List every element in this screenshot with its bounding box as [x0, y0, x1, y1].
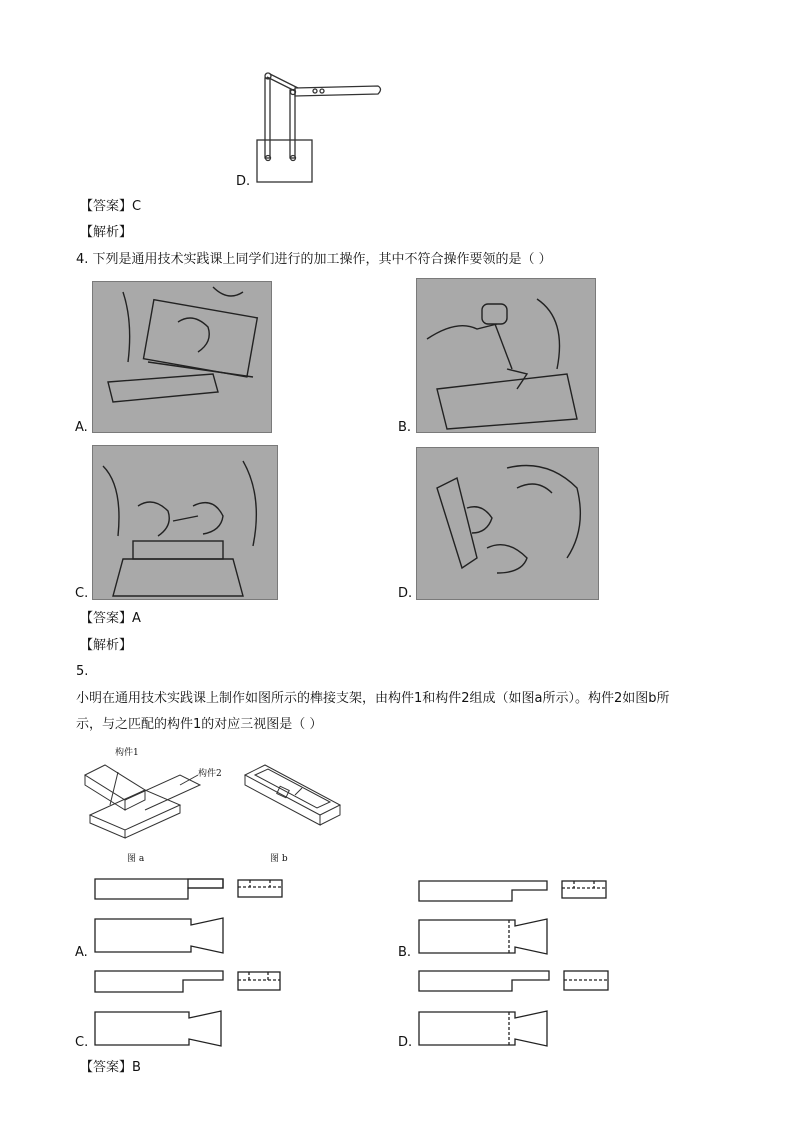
q5-option-c-label: C.: [75, 1035, 89, 1050]
q3-answer: 【答案】C: [80, 199, 142, 214]
q4-photo-a-hacksaw: [92, 281, 272, 433]
q4-option-d-label: D.: [398, 586, 413, 601]
q4-photo-c-vise: [92, 445, 278, 600]
q4-photo-d-file: [416, 447, 599, 600]
q5-question-line1: 小明在通用技术实践课上制作如图所示的榫接支架，由构件1和构件2组成（如图a所示）。构件2如图b所: [76, 691, 670, 706]
q5-answer: 【答案】B: [80, 1060, 141, 1075]
q4-option-c-label: C.: [75, 586, 89, 601]
q4-option-b-label: B.: [398, 420, 412, 435]
fig-a-label-part1: 构件1: [115, 748, 139, 758]
q4-photo-b-hammer: [416, 278, 596, 433]
q4-option-a-label: A.: [75, 420, 88, 435]
q5-option-b-three-views: [417, 877, 612, 955]
q3-analysis: 【解析】: [80, 225, 133, 240]
fig-a-caption: 图 a: [127, 854, 145, 864]
q5-option-a-label: A.: [75, 945, 88, 960]
fig-a-label-part2: 构件2: [198, 769, 222, 779]
q5-question-line2: 示，与之匹配的构件1的对应三视图是（ ）: [76, 717, 323, 732]
q5-option-d-label: D.: [398, 1035, 413, 1050]
q5-option-b-label: B.: [398, 945, 412, 960]
lever-mechanism-figure: [250, 68, 385, 186]
q5-option-a-three-views: [93, 877, 288, 955]
figure-b-component2: [240, 760, 345, 835]
q5-option-d-three-views: [417, 968, 612, 1048]
option-d-label: D.: [236, 174, 251, 189]
figure-a-mortise-joint: [80, 745, 220, 840]
q4-answer: 【答案】A: [80, 611, 141, 626]
q4-analysis: 【解析】: [80, 638, 133, 653]
q5-number: 5.: [76, 664, 89, 679]
fig-b-caption: 图 b: [270, 854, 288, 864]
q5-option-c-three-views: [93, 968, 288, 1048]
q4-question: 4. 下列是通用技术实践课上同学们进行的加工操作，其中不符合操作要领的是（ ）: [76, 252, 552, 267]
